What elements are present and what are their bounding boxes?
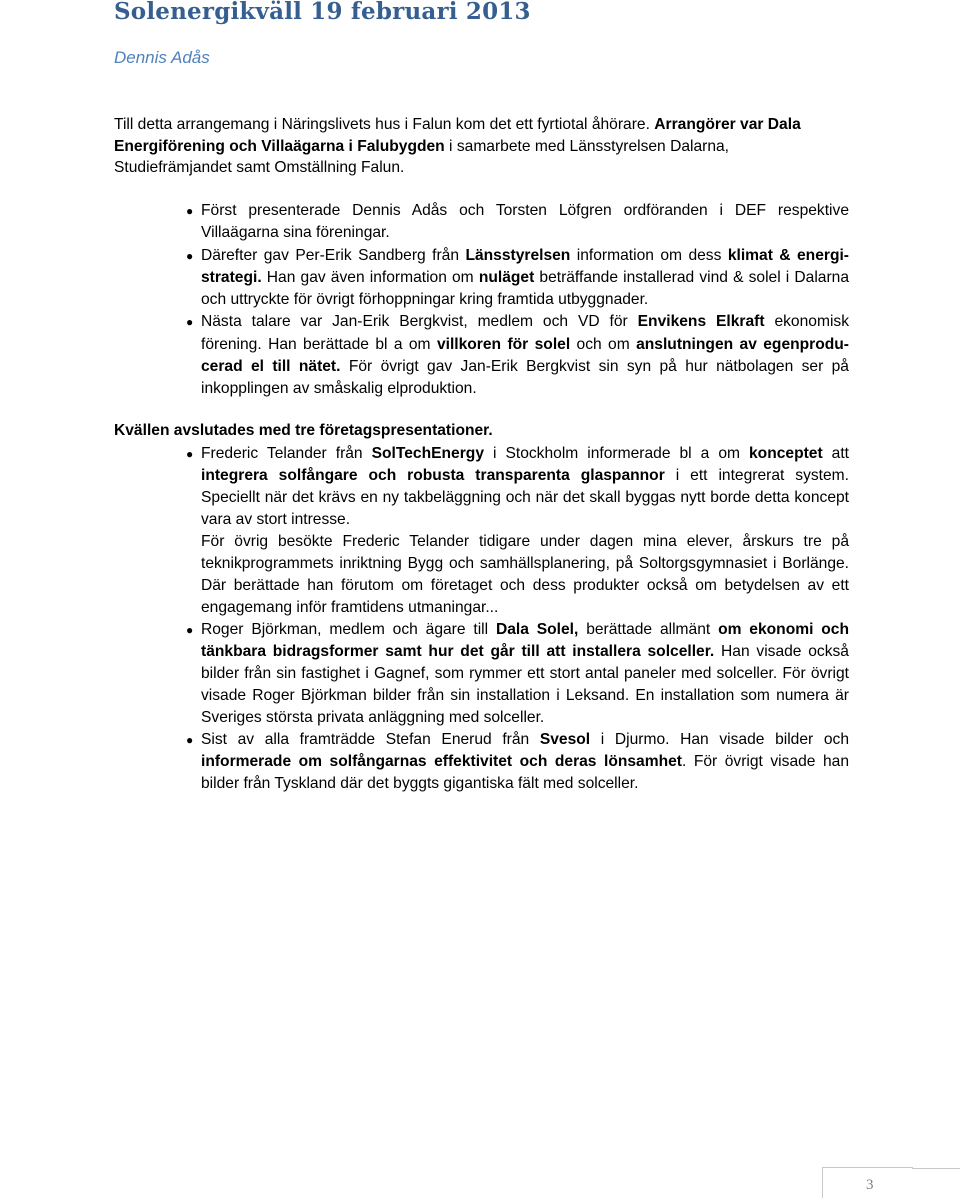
item-text: berättade allmänt [578, 621, 719, 638]
item-text: Därefter gav Per-Erik Sandberg från [201, 246, 466, 264]
item-bold: Länsstyrelsen [465, 246, 571, 264]
list-item [186, 311, 849, 400]
document-title: Solenergikväll 19 februari 2013 [114, 0, 531, 25]
item-bold: nuläget [478, 268, 535, 286]
item-text: i Djurmo. Han visade bilder och [590, 731, 849, 748]
item-text: Frederic Telander från [201, 445, 372, 462]
item-text: Han gav även information om [261, 268, 479, 286]
item-bold: SolTechEnergy [371, 445, 484, 462]
item-text: och om [570, 335, 637, 353]
item-bold: anslutningen av egenprodu-cerad el till nätet. [201, 335, 849, 376]
company-list [186, 443, 850, 795]
page-number: 3 [866, 1177, 874, 1193]
item-text: beträffande installerad vind & solel i Dalarna och uttryckte för övrigt förhoppningar kring framtida utbyggnader. [201, 268, 850, 309]
item-extra-paragraph: För övrig besökte Frederic Telander tidigare under dagen mina elever, årskurs tre på teknikprogrammets inriktning Bygg och samhällsplanering, på Soltorgsgymnasiet i Borlänge. Där berättade han förutom om företaget och dess produkter också om betydelsen av ett engagemang inför framtidens utmaningar... [201, 533, 849, 616]
item-text: Roger Björkman, medlem och ägare till [201, 621, 496, 638]
item-text: . För övrigt visade han bilder från Tyskland där det byggts gigantiska fält med solceller. [201, 753, 849, 792]
item-text: ekonomisk förening. Han berättade bl a om [201, 313, 849, 353]
bullet-icon: ● [186, 447, 194, 461]
section-heading: Kvällen avslutades med tre företagspresentationer. [114, 422, 493, 439]
item-text: Först presenterade Dennis Adås och Torsten Löfgren ordföranden i DEF respektive Villaägarna sina föreningar. [201, 202, 849, 242]
speaker-list [186, 200, 850, 401]
bullet-icon: ● [186, 204, 194, 218]
bullet-icon: ● [186, 623, 194, 637]
item-text: Nästa talare var Jan-Erik Bergkvist, medlem och VD för [201, 313, 638, 331]
item-bold: om ekonomi och tänkbara bidragsformer samt hur det går till att installera solceller. [201, 621, 849, 660]
bullet-icon: ● [186, 315, 194, 330]
item-text: i Stockholm informerade bl a om [484, 445, 749, 462]
item-bold: informerade om solfångarnas effektivitet och deras lönsamhet [201, 753, 682, 770]
intro-text-2: i samarbete med Länsstyrelsen Dalarna, Studiefrämjandet samt Omställning Falun. [114, 137, 730, 177]
intro-bold-1: Arrangörer var Dala Energiförening och Villaägarna i Falubygden [114, 116, 801, 155]
item-text: För övrigt gav Jan-Erik Bergkvist sin syn på hur nätbolagen ser på inkopplingen av småskalig elproduktion. [201, 358, 849, 398]
item-text: Sist av alla framträdde Stefan Enerud från [201, 731, 540, 748]
item-text: information om dess [570, 246, 728, 264]
author-name: Dennis Adås [114, 48, 210, 67]
footer-rule [912, 1168, 960, 1169]
item-text: Han visade också bilder från sin fastighet i Gagnef, som rymmer ett stort antal paneler med solceller. För övrigt visade Roger Björkman bilder från sin installation i Leksand. En installation som numera är Sveriges största privata anläggning med solceller. [201, 643, 849, 726]
list-item [186, 200, 849, 245]
list-item [186, 619, 849, 729]
item-bold: villkoren för solel [436, 335, 571, 353]
bullet-icon: ● [186, 733, 194, 747]
item-text: i ett integrerat system. Speciellt när det krävs en ny takbeläggning och när det skall byggas nytt borde detta koncept vara av stort intresse. [201, 467, 849, 528]
item-bold: integrera solfångare och robusta transparenta glaspannor [201, 467, 665, 484]
item-bold: Svesol [539, 731, 591, 748]
list-item [186, 729, 849, 795]
item-bold: konceptet [749, 445, 823, 462]
intro-text-1: Till detta arrangemang i Näringslivets hus i Falun kom det ett fyrtiotal åhörare. [114, 116, 655, 133]
item-bold: Dala Solel, [495, 621, 579, 638]
bullet-icon: ● [186, 248, 194, 263]
intro-paragraph [114, 114, 844, 179]
item-bold: Envikens Elkraft [637, 313, 765, 331]
item-text: att [822, 445, 850, 462]
list-item [186, 245, 850, 312]
item-bold: klimat & energi-strategi. [201, 246, 849, 286]
list-item [186, 443, 850, 619]
